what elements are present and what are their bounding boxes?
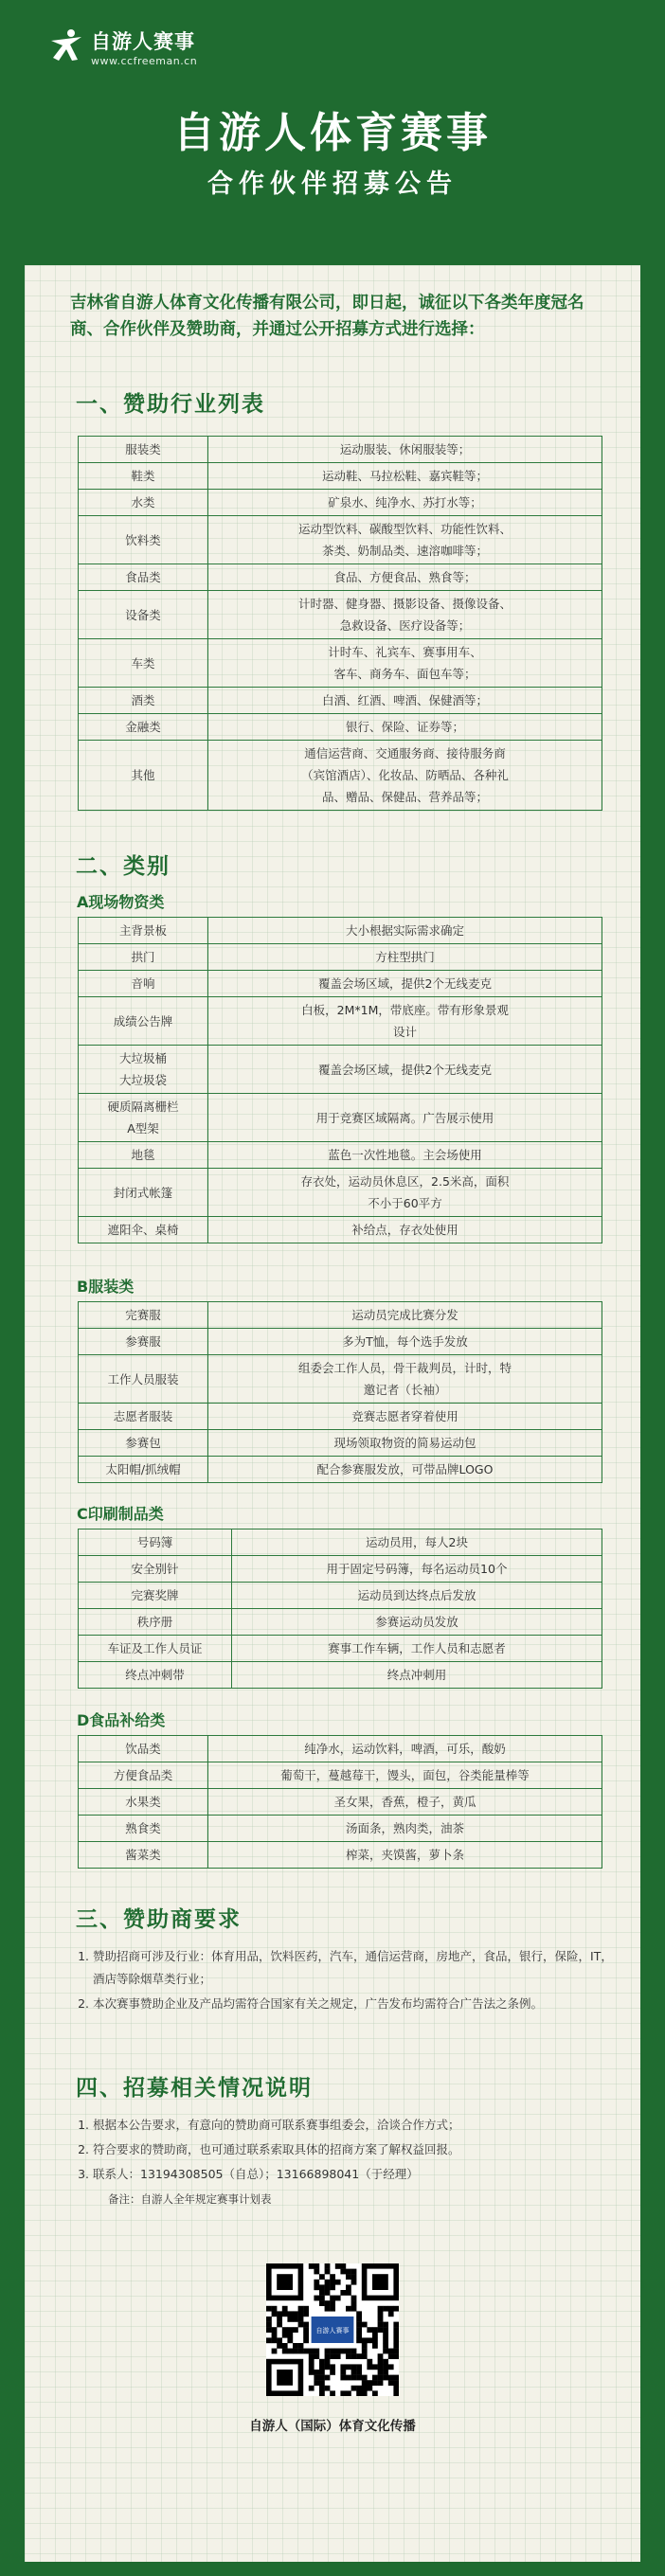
page-subtitle: 合作伙伴招募公告: [207, 170, 458, 199]
row-category: 参赛包: [79, 1430, 208, 1457]
row-category: 水类: [79, 490, 208, 516]
row-category: 金融类: [79, 714, 208, 741]
table-row: [79, 1430, 602, 1457]
row-description: 运动员到达终点后发放: [232, 1583, 602, 1609]
table-row: [79, 1094, 602, 1142]
row-description: 白板，2M*1M，带底座。带有形象景观 设计: [208, 997, 602, 1046]
row-category: 饮品类: [79, 1736, 208, 1762]
row-description: 补给点，存衣处使用: [208, 1217, 602, 1243]
table-row: [79, 1662, 602, 1689]
row-category: 大垃圾桶 大垃圾袋: [79, 1046, 208, 1094]
company-caption: 自游人（国际）体育文化传播: [249, 2419, 416, 2434]
table-row: [79, 591, 602, 639]
table-row: [79, 1583, 602, 1609]
row-description: 食品、方便食品、熟食等；: [208, 564, 602, 591]
industry-table: [78, 436, 602, 811]
row-category: 拱门: [79, 944, 208, 971]
table-row: [79, 918, 602, 944]
logo-name: 自游人赛事: [91, 30, 195, 53]
qr-code[interactable]: [266, 2263, 399, 2396]
requirements-list: [76, 1945, 620, 2017]
table-row: [79, 1142, 602, 1169]
row-description: 计时车、礼宾车、赛事用车、 客车、商务车、面包车等；: [208, 639, 602, 688]
row-category: 方便食品类: [79, 1762, 208, 1789]
row-description: 配合参赛服发放，可带品牌LOGO: [208, 1457, 602, 1483]
table-row: [79, 463, 602, 490]
row-category: 音响: [79, 971, 208, 997]
row-category: 饮料类: [79, 516, 208, 564]
table-row: [79, 1457, 602, 1483]
section3-heading: 三、赞助商要求: [76, 1907, 242, 1932]
category-a-heading: A现场物资类: [77, 893, 165, 911]
row-category: 水果类: [79, 1789, 208, 1816]
row-description: 运动员完成比赛分发: [208, 1302, 602, 1329]
remark-text: 备注：自游人全年规定赛事计划表: [108, 2192, 272, 2206]
table-row: [79, 437, 602, 463]
row-description: 参赛运动员发放: [232, 1609, 602, 1636]
row-category: 车类: [79, 639, 208, 688]
row-category: 车证及工作人员证: [79, 1636, 232, 1662]
row-category: 完赛奖牌: [79, 1583, 232, 1609]
category-b-table: [78, 1301, 602, 1483]
row-category: 熟食类: [79, 1816, 208, 1842]
requirement-item: 1. 赞助招商可涉及行业：体育用品，饮料医药，汽车，通信运营商，房地产，食品，银行，保险，IT，酒店等除烟草类行业；: [93, 1945, 620, 1991]
row-category: 遮阳伞、桌椅: [79, 1217, 208, 1243]
table-row: [79, 490, 602, 516]
row-description: 方柱型拱门: [208, 944, 602, 971]
row-category: 终点冲刺带: [79, 1662, 232, 1689]
row-description: 银行、保险、证券等；: [208, 714, 602, 741]
table-row: [79, 1530, 602, 1556]
table-row: [79, 688, 602, 714]
row-description: 多为T恤，每个选手发放: [208, 1329, 602, 1355]
row-description: 组委会工作人员，骨干裁判员，计时，特 邀记者（长袖）: [208, 1355, 602, 1404]
table-row: [79, 1046, 602, 1094]
row-description: 现场领取物资的简易运动包: [208, 1430, 602, 1457]
table-row: [79, 997, 602, 1046]
table-row: [79, 1355, 602, 1404]
category-d-heading: D食品补给类: [77, 1711, 166, 1729]
content-panel: [25, 265, 640, 2562]
row-category: 参赛服: [79, 1329, 208, 1355]
section4-heading: 四、招募相关情况说明: [76, 2076, 313, 2101]
row-description: 用于固定号码簿，每名运动员10个: [232, 1556, 602, 1583]
table-row: [79, 639, 602, 688]
recruitment-notes-list: [76, 2114, 620, 2188]
row-category: 安全别针: [79, 1556, 232, 1583]
row-category: 秩序册: [79, 1609, 232, 1636]
table-row: [79, 944, 602, 971]
table-row: [79, 1169, 602, 1217]
table-row: [79, 1789, 602, 1816]
section1-heading: 一、赞助行业列表: [76, 392, 265, 417]
table-row: [79, 971, 602, 997]
table-row: [79, 1762, 602, 1789]
table-row: [79, 741, 602, 811]
row-description: 运动型饮料、碳酸型饮料、功能性饮料、 茶类、奶制品类、速溶咖啡等；: [208, 516, 602, 564]
row-category: 地毯: [79, 1142, 208, 1169]
category-b-heading: B服装类: [77, 1278, 135, 1296]
row-description: 存衣处，运动员休息区，2.5米高，面积 不小于60平方: [208, 1169, 602, 1217]
table-row: [79, 1329, 602, 1355]
row-description: 汤面条，熟肉类，油茶: [208, 1816, 602, 1842]
contact-item: 3. 联系人：13194308505（自总）；13166898041（于经理）: [93, 2163, 620, 2186]
notes-item: 2. 符合要求的赞助商，也可通过联系索取具体的招商方案了解权益回报。: [93, 2138, 620, 2161]
page-title: 自游人体育赛事: [173, 109, 492, 157]
row-description: 通信运营商、交通服务商、接待服务商 （宾馆酒店）、化妆品、防晒品、各种礼 品、赠品、保健品、营养品等；: [208, 741, 602, 811]
row-description: 用于竞赛区域隔离。广告展示使用: [208, 1094, 602, 1142]
row-description: 计时器、健身器、摄影设备、摄像设备、 急救设备、医疗设备等；: [208, 591, 602, 639]
section2-heading: 二、类别: [76, 854, 171, 879]
row-description: 大小根据实际需求确定: [208, 918, 602, 944]
row-category: 成绩公告牌: [79, 997, 208, 1046]
requirement-item: 2. 本次赛事赞助企业及产品均需符合国家有关之规定，广告发布均需符合广告法之条例。: [93, 1993, 620, 2015]
row-description: 蓝色一次性地毯。主会场使用: [208, 1142, 602, 1169]
row-description: 赛事工作车辆，工作人员和志愿者: [232, 1636, 602, 1662]
row-description: 运动服装、休闲服装等；: [208, 437, 602, 463]
notes-item: 1. 根据本公告要求，有意向的赞助商可联系赛事组委会，洽谈合作方式；: [93, 2114, 620, 2137]
row-description: 覆盖会场区域，提供2个无线麦克: [208, 1046, 602, 1094]
row-description: 矿泉水、纯净水、苏打水等；: [208, 490, 602, 516]
table-row: [79, 1736, 602, 1762]
row-description: 圣女果，香蕉，橙子，黄瓜: [208, 1789, 602, 1816]
row-category: 太阳帽/抓绒帽: [79, 1457, 208, 1483]
table-row: [79, 1609, 602, 1636]
row-category: 完赛服: [79, 1302, 208, 1329]
row-description: 纯净水，运动饮料，啤酒，可乐，酸奶: [208, 1736, 602, 1762]
row-category: 食品类: [79, 564, 208, 591]
row-category: 酒类: [79, 688, 208, 714]
row-category: 服装类: [79, 437, 208, 463]
row-description: 竞赛志愿者穿着使用: [208, 1404, 602, 1430]
runner-logo-icon: [49, 28, 85, 63]
row-category: 封闭式帐篷: [79, 1169, 208, 1217]
row-description: 覆盖会场区域，提供2个无线麦克: [208, 971, 602, 997]
table-row: [79, 1217, 602, 1243]
table-row: [79, 516, 602, 564]
row-category: 酱菜类: [79, 1842, 208, 1869]
row-description: 终点冲刺用: [232, 1662, 602, 1689]
category-c-heading: C印刷制品类: [77, 1505, 164, 1523]
qr-logo-label: 自游人赛事: [315, 2326, 350, 2334]
table-row: [79, 1816, 602, 1842]
table-row: [79, 1404, 602, 1430]
category-c-table: [78, 1529, 602, 1689]
row-description: 运动员用，每人2块: [232, 1530, 602, 1556]
row-category: 主背景板: [79, 918, 208, 944]
table-row: [79, 1842, 602, 1869]
row-category: 志愿者服装: [79, 1404, 208, 1430]
row-category: 鞋类: [79, 463, 208, 490]
logo-url: www.ccfreeman.cn: [91, 55, 198, 67]
row-description: 运动鞋、马拉松鞋、嘉宾鞋等；: [208, 463, 602, 490]
table-row: [79, 564, 602, 591]
table-row: [79, 1556, 602, 1583]
row-category: 硬质隔离栅栏 A型架: [79, 1094, 208, 1142]
table-row: [79, 1302, 602, 1329]
table-row: [79, 1636, 602, 1662]
intro-text: 吉林省自游人体育文化传播有限公司，即日起，诚征以下各类年度冠名商、合作伙伴及赞助商，并通过公开招募方式进行选择：: [70, 294, 584, 339]
category-a-table: [78, 917, 602, 1243]
table-row: [79, 714, 602, 741]
row-description: 葡萄干，蔓越莓干，馒头，面包，谷类能量棒等: [208, 1762, 602, 1789]
row-description: 白酒、红酒、啤酒、保健酒等；: [208, 688, 602, 714]
row-category: 设备类: [79, 591, 208, 639]
brand-logo: [49, 25, 258, 74]
row-category: 工作人员服装: [79, 1355, 208, 1404]
category-d-table: [78, 1735, 602, 1869]
row-category: 号码簿: [79, 1530, 232, 1556]
row-category: 其他: [79, 741, 208, 811]
row-description: 榨菜，夹馍酱，萝卜条: [208, 1842, 602, 1869]
